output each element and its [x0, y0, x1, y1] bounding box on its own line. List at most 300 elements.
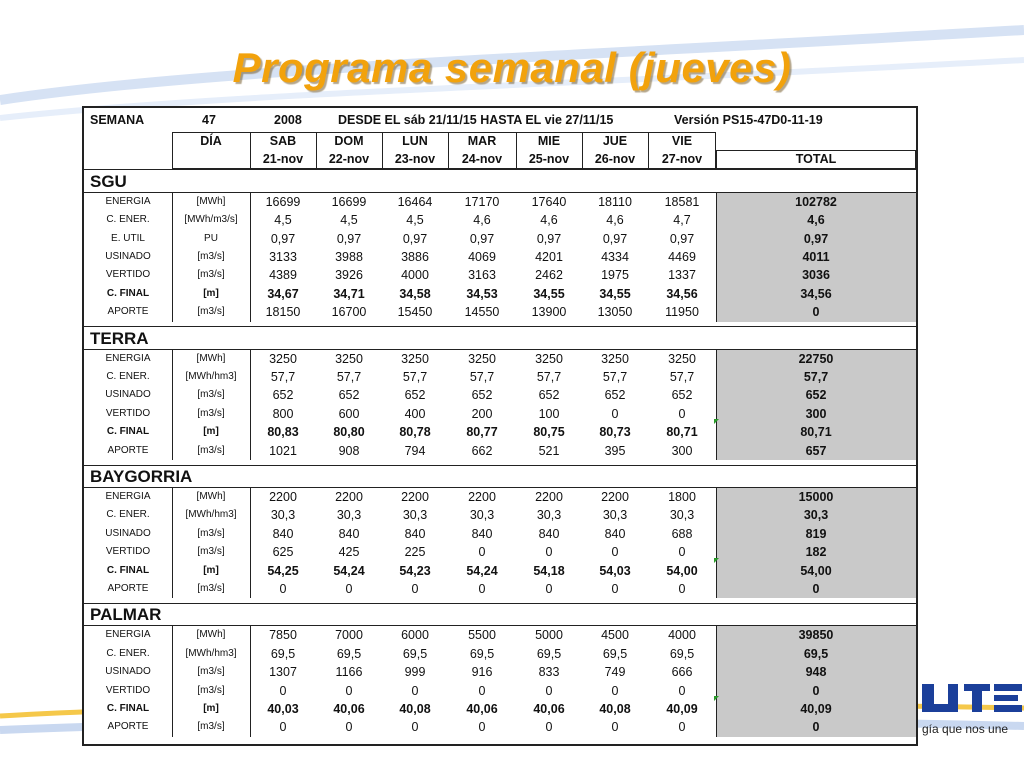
row-label: C. ENER.: [106, 509, 150, 521]
table-cell: 0: [279, 720, 287, 735]
total-cell: 4011: [716, 248, 916, 266]
table-cell: 54,25: [267, 563, 299, 578]
table-cell: 4,7: [673, 213, 691, 228]
row-unit: [m3/s]: [197, 269, 225, 281]
table-cell: 18150: [265, 305, 301, 320]
table-cell: 3886: [401, 250, 429, 264]
table-cell: 0,97: [336, 231, 362, 246]
row-unit: [m3/s]: [197, 546, 225, 558]
table-cell: 54,24: [466, 563, 498, 578]
grid-line: [716, 192, 717, 322]
table-cell: 17640: [531, 194, 567, 209]
row-label: USINADO: [105, 666, 151, 678]
table-cell: 4,5: [274, 213, 292, 228]
row-unit: [m3/s]: [197, 666, 225, 678]
header-row: [84, 113, 916, 131]
row-unit: [MWh/hm3]: [185, 647, 237, 659]
table-cell: 1800: [668, 490, 696, 504]
day-header-row: [84, 132, 916, 150]
row-label: APORTE: [107, 444, 149, 456]
date-range: DESDE EL sáb 21/11/15 HASTA EL vie 27/11/15: [338, 113, 614, 127]
row-unit: [m3/s]: [197, 389, 225, 401]
table-cell: 4,6: [540, 213, 558, 228]
table-cell: 54,24: [333, 563, 365, 578]
table-cell: 2200: [468, 490, 496, 504]
section-divider: [84, 603, 916, 604]
table-cell: 0: [478, 582, 486, 596]
table-cell: 2462: [535, 268, 563, 283]
row-unit: [m3/s]: [197, 251, 225, 262]
table-cell: 625: [272, 545, 294, 560]
table-cell: 40,06: [333, 702, 365, 716]
table-cell: 3250: [468, 351, 496, 366]
table-cell: 4,6: [606, 213, 624, 228]
table-cell: 0: [478, 545, 486, 560]
table-cell: 652: [538, 388, 560, 403]
table-cell: 4389: [269, 268, 297, 283]
row-label: APORTE: [107, 583, 149, 594]
year: 2008: [274, 113, 302, 127]
table-cell: 0: [345, 582, 353, 596]
table-cell: 40,08: [399, 702, 431, 716]
table-cell: 57,7: [669, 370, 695, 384]
date-header: 23-nov: [394, 152, 436, 167]
row-label: VERTIDO: [105, 407, 151, 419]
table-row: [84, 248, 916, 266]
table-cell: 3250: [601, 351, 629, 366]
table-cell: 6000: [401, 628, 429, 643]
table-cell: 0: [545, 720, 553, 735]
table-row: [84, 386, 916, 404]
table-cell: 3250: [401, 351, 429, 366]
grid-line: [716, 487, 717, 598]
table-cell: 652: [272, 388, 294, 403]
total-cell: 30,3: [716, 506, 916, 524]
table-cell: 40,06: [466, 702, 498, 716]
table-cell: 4,6: [473, 213, 491, 228]
table-cell: 34,55: [599, 286, 631, 301]
day-header: DOM: [334, 134, 364, 148]
total-cell: 39850: [716, 626, 916, 644]
row-label: C. ENER.: [106, 647, 150, 659]
table-cell: 749: [604, 665, 626, 680]
table-cell: 395: [604, 443, 626, 458]
total-cell: 948: [716, 663, 916, 681]
day-header: JUE: [602, 134, 628, 148]
table-cell: 7000: [335, 628, 363, 643]
total-cell: 0: [716, 580, 916, 598]
table-cell: 69,5: [336, 646, 362, 661]
table-cell: 662: [471, 443, 493, 458]
grid-line: [716, 349, 717, 460]
total-header: TOTAL: [795, 152, 837, 167]
total-cell: 54,00: [716, 562, 916, 580]
total-cell: 34,56: [716, 285, 916, 303]
row-unit: [m3/s]: [197, 306, 225, 318]
total-cell: 652: [716, 386, 916, 404]
table-row: [84, 700, 916, 718]
table-cell: 54,03: [599, 563, 631, 578]
table-row: [84, 442, 916, 460]
table-cell: 2200: [269, 490, 297, 504]
total-cell: 819: [716, 525, 916, 543]
table-cell: 16699: [265, 194, 301, 209]
row-label: C. FINAL: [106, 287, 150, 299]
total-cell: 0: [716, 303, 916, 321]
logo-tagline: gía que nos une: [922, 722, 1009, 736]
day-header: SAB: [269, 134, 297, 148]
table-cell: 0: [678, 545, 686, 560]
table-cell: 3926: [335, 268, 363, 283]
grid-line: [448, 132, 449, 169]
row-label: USINADO: [105, 389, 151, 401]
table-cell: 30,3: [536, 508, 562, 523]
table-cell: 13900: [531, 305, 567, 320]
table-cell: 30,3: [469, 508, 495, 523]
total-cell: 0,97: [716, 230, 916, 248]
table-row: [84, 405, 916, 423]
table-cell: 0: [678, 406, 686, 421]
grid-line: [172, 349, 173, 460]
table-cell: 30,3: [669, 508, 695, 523]
row-unit: [m]: [203, 564, 219, 576]
grid-line: [516, 132, 517, 169]
page-title: Programa semanal (jueves): [232, 44, 792, 91]
table-cell: 666: [671, 665, 693, 680]
total-cell: 657: [716, 442, 916, 460]
date-header-row: [84, 150, 916, 168]
table-cell: 0: [611, 683, 619, 698]
table-cell: 14550: [464, 305, 500, 320]
table-cell: 1021: [269, 443, 297, 458]
row-unit: [m]: [203, 703, 219, 714]
row-unit: [MWh]: [196, 352, 226, 364]
table-cell: 80,71: [666, 425, 698, 440]
table-cell: 3250: [269, 351, 297, 366]
dia-label: DÍA: [200, 134, 222, 148]
table-cell: 57,7: [469, 370, 495, 384]
grid-line: [582, 132, 583, 169]
row-label: APORTE: [107, 306, 149, 318]
table-cell: 0: [611, 582, 619, 596]
table-row: [84, 580, 916, 598]
table-cell: 0,97: [270, 231, 296, 246]
table-cell: 3133: [269, 250, 297, 264]
table-cell: 0: [478, 720, 486, 735]
table-row: [84, 645, 916, 663]
table-row: [84, 303, 916, 321]
table-cell: 0,97: [602, 231, 628, 246]
table-cell: 40,08: [599, 702, 631, 716]
total-cell: 300: [716, 405, 916, 423]
table-cell: 69,5: [602, 646, 628, 661]
table-cell: 54,18: [533, 563, 565, 578]
row-unit: [m3/s]: [197, 407, 225, 419]
date-header: 26-nov: [594, 152, 636, 167]
table-cell: 40,09: [666, 702, 698, 716]
row-label: ENERGIA: [105, 491, 151, 502]
table-cell: 2200: [401, 490, 429, 504]
table-cell: 7850: [269, 628, 297, 643]
semana-label: SEMANA: [90, 113, 145, 127]
table-cell: 54,00: [666, 563, 698, 578]
table-row: [84, 626, 916, 644]
table-cell: 4069: [468, 250, 496, 264]
table-cell: 1166: [335, 665, 363, 680]
table-cell: 57,7: [270, 370, 296, 384]
table-cell: 80,77: [466, 425, 498, 440]
total-cell: 0: [716, 682, 916, 700]
row-unit: [MWh]: [196, 491, 226, 502]
table-cell: 54,23: [399, 563, 431, 578]
table-cell: 0: [478, 683, 486, 698]
table-cell: 916: [471, 665, 493, 680]
table-cell: 34,67: [267, 286, 299, 301]
table-row: [84, 423, 916, 441]
comment-indicator: [714, 419, 719, 424]
row-label: ENERGIA: [105, 352, 151, 364]
table-cell: 3250: [535, 351, 563, 366]
table-cell: 34,56: [666, 286, 698, 301]
grid-line: [648, 132, 649, 169]
table-cell: 16700: [331, 305, 367, 320]
day-header: MIE: [537, 134, 561, 148]
row-label: ENERGIA: [105, 629, 151, 641]
grid-line: [382, 132, 383, 169]
table-row: [84, 682, 916, 700]
table-cell: 652: [404, 388, 426, 403]
table-cell: 1307: [269, 665, 297, 680]
total-cell: 15000: [716, 488, 916, 506]
table-cell: 2200: [335, 490, 363, 504]
day-header: MAR: [467, 134, 497, 148]
row-unit: [MWh/hm3]: [185, 371, 237, 382]
table-cell: 4000: [401, 268, 429, 283]
table-cell: 840: [404, 526, 426, 541]
table-cell: 34,55: [533, 286, 565, 301]
table-cell: 80,75: [533, 425, 565, 440]
day-header: VIE: [671, 134, 693, 148]
table-cell: 69,5: [270, 646, 296, 661]
table-cell: 69,5: [536, 646, 562, 661]
grid-line: [716, 625, 717, 736]
table-row: [84, 543, 916, 561]
table-cell: 34,58: [399, 286, 431, 301]
table-cell: 225: [404, 545, 426, 560]
table-cell: 13050: [597, 305, 633, 320]
table-cell: 840: [538, 526, 560, 541]
table-cell: 400: [404, 406, 426, 421]
total-cell: 4,6: [716, 211, 916, 229]
grid-line: [250, 192, 251, 322]
table-cell: 652: [604, 388, 626, 403]
table-cell: 16699: [331, 194, 367, 209]
table-cell: 833: [538, 665, 560, 680]
table-cell: 30,3: [270, 508, 296, 523]
table-row: [84, 193, 916, 211]
row-unit: [MWh]: [196, 629, 226, 641]
section-divider: [84, 465, 916, 466]
table-cell: 0: [678, 582, 686, 596]
table-cell: 1337: [668, 268, 696, 283]
table-cell: 0: [411, 720, 419, 735]
row-unit: [MWh]: [196, 195, 226, 207]
total-cell: 102782: [716, 193, 916, 211]
table-cell: 0: [411, 683, 419, 698]
table-row: [84, 230, 916, 248]
table-cell: 0: [279, 582, 287, 596]
row-unit: [MWh/hm3]: [185, 509, 237, 521]
table-row: [84, 266, 916, 284]
table-cell: 2200: [601, 490, 629, 504]
table-cell: 57,7: [336, 370, 362, 384]
table-cell: 11950: [665, 305, 699, 320]
table-row: [84, 488, 916, 506]
table-cell: 0: [545, 545, 553, 560]
table-cell: 0: [279, 683, 287, 698]
row-unit: [m3/s]: [197, 444, 225, 456]
table-cell: 794: [404, 443, 426, 458]
grid-line: [172, 487, 173, 598]
table-cell: 5000: [535, 628, 563, 643]
table-cell: 4,5: [340, 213, 358, 228]
table-cell: 69,5: [469, 646, 495, 661]
row-label: C. ENER.: [106, 371, 150, 382]
table-cell: 57,7: [402, 370, 428, 384]
table-cell: 4000: [668, 628, 696, 643]
table-cell: 30,3: [402, 508, 428, 523]
table-cell: 0: [411, 582, 419, 596]
table-cell: 4469: [668, 250, 696, 264]
table-cell: 0,97: [469, 231, 495, 246]
table-cell: 840: [604, 526, 626, 541]
date-header: 24-nov: [461, 152, 503, 167]
table-row: [84, 562, 916, 580]
row-unit: [m3/s]: [197, 721, 225, 733]
date-header: 21-nov: [262, 152, 304, 167]
total-cell: 69,5: [716, 645, 916, 663]
row-unit: [m3/s]: [197, 527, 225, 539]
table-cell: 18110: [598, 194, 632, 209]
table-cell: 3250: [668, 351, 696, 366]
total-cell: 22750: [716, 350, 916, 368]
table-cell: 1975: [601, 268, 629, 283]
date-header: 22-nov: [328, 152, 370, 167]
grid-line: [250, 487, 251, 598]
grid-line: [172, 192, 173, 322]
table-cell: 4500: [601, 628, 629, 643]
table-cell: 69,5: [402, 646, 428, 661]
table-row: [84, 350, 916, 368]
table-cell: 57,7: [536, 370, 562, 384]
table-row: [84, 525, 916, 543]
table-cell: 34,53: [466, 286, 498, 301]
row-label: C. ENER.: [106, 214, 150, 226]
table-cell: 0,97: [536, 231, 562, 246]
total-cell: 3036: [716, 266, 916, 284]
table-cell: 652: [671, 388, 693, 403]
row-unit: [m]: [203, 426, 219, 438]
date-header: 25-nov: [528, 152, 570, 167]
section-title: SGU: [90, 171, 127, 191]
row-label: VERTIDO: [105, 269, 151, 281]
table-cell: 600: [338, 406, 360, 421]
section-divider: [84, 326, 916, 327]
table-cell: 0: [678, 683, 686, 698]
row-label: C. FINAL: [106, 703, 150, 714]
row-unit: [m]: [203, 287, 219, 299]
table-cell: 840: [471, 526, 493, 541]
table-cell: 3163: [468, 268, 496, 283]
row-label: E. UTIL: [111, 232, 145, 244]
total-cell: 80,71: [716, 423, 916, 441]
table-cell: 80,80: [333, 425, 365, 440]
table-cell: 34,71: [333, 286, 365, 301]
section-divider: [84, 169, 916, 170]
row-label: VERTIDO: [105, 546, 151, 558]
grid-line: [250, 349, 251, 460]
row-label: APORTE: [107, 721, 149, 733]
row-unit: [MWh/m3/s]: [184, 214, 238, 226]
section-title: PALMAR: [90, 605, 162, 625]
table-cell: 16464: [397, 194, 433, 209]
total-cell: 57,7: [716, 368, 916, 386]
row-unit: [m3/s]: [197, 684, 225, 696]
grid-line: [316, 132, 317, 169]
table-row: [84, 285, 916, 303]
table-cell: 30,3: [336, 508, 362, 523]
comment-indicator: [714, 696, 719, 701]
table-cell: 40,03: [267, 702, 299, 716]
section-title: BAYGORRIA: [90, 467, 193, 486]
table-cell: 80,73: [599, 425, 631, 440]
table-cell: 840: [272, 526, 294, 541]
table-cell: 0: [611, 406, 619, 421]
table-cell: 200: [471, 406, 493, 421]
row-label: C. FINAL: [106, 564, 150, 576]
table-cell: 15450: [397, 305, 433, 320]
table-cell: 30,3: [602, 508, 628, 523]
table-cell: 80,83: [267, 425, 299, 440]
grid-line: [250, 625, 251, 736]
row-unit: PU: [204, 232, 218, 244]
row-label: USINADO: [105, 251, 151, 262]
table-cell: 18581: [664, 194, 700, 209]
table-cell: 300: [671, 443, 693, 458]
table-cell: 0: [611, 545, 619, 560]
table-cell: 3250: [335, 351, 363, 366]
date-header: 27-nov: [661, 152, 703, 167]
table-cell: 57,7: [602, 370, 628, 384]
table-row: [84, 506, 916, 524]
total-cell: 40,09: [716, 700, 916, 718]
table-cell: 0,97: [402, 231, 428, 246]
row-label: VERTIDO: [105, 684, 151, 696]
table-cell: 0,97: [669, 231, 695, 246]
table-row: [84, 663, 916, 681]
table-cell: 840: [338, 526, 360, 541]
table-cell: 2200: [535, 490, 563, 504]
row-label: ENERGIA: [105, 195, 151, 207]
table-row: [84, 368, 916, 386]
semana-number: 47: [202, 113, 216, 127]
table-cell: 521: [538, 443, 560, 458]
table-cell: 40,06: [533, 702, 565, 716]
table-cell: 69,5: [669, 646, 695, 661]
table-cell: 100: [538, 406, 560, 421]
table-cell: 688: [671, 526, 693, 541]
table-cell: 17170: [464, 194, 500, 209]
